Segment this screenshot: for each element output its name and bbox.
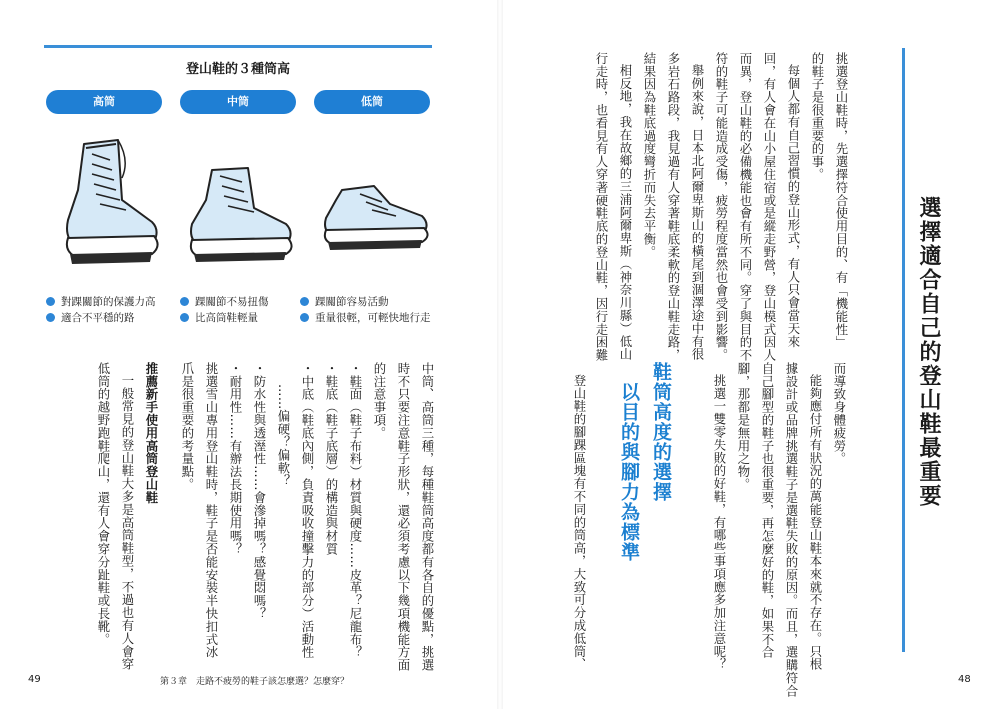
chapter-title-rule: [902, 48, 905, 652]
mid-cut-boot-illustration: [182, 160, 300, 270]
text-column: 多岩石路段，我見過有人穿著鞋底柔軟的登山鞋走路，: [666, 52, 681, 362]
text-column: 結果因為鞋底過度彎折而失去平衡。: [642, 52, 657, 259]
type-pill-high: 高筒: [46, 90, 162, 114]
subheading-column: 推薦新手使用高筒登山鞋: [144, 362, 159, 504]
text-column: 挑選雪山專用登山鞋時，鞋子是否能安裝半快扣式冰: [204, 362, 219, 659]
box-top-rule: [44, 45, 432, 48]
text-column: 回，有人會在山小屋住宿或是縱走野營，登山模式因人: [762, 52, 777, 362]
bullet-icon: [46, 297, 55, 306]
type-pill-low: 低筒: [314, 90, 430, 114]
text-column: ・防水性與透溼性……會滲掉嗎？感覺悶嗎？: [252, 362, 267, 620]
text-column: 相反地，我在故鄉的三浦阿爾卑斯（神奈川縣）低山: [618, 64, 633, 361]
text-column: ・耐用性……有辦法長期使用嗎？: [228, 362, 243, 556]
text-column: 挑選一雙零失敗的好鞋，有哪些事項應多加注意呢？: [712, 374, 727, 671]
text-column: 一般常見的登山鞋大多是高筒鞋型，不過也有人會穿: [120, 374, 135, 671]
text-column: 行走時，也看見有人穿著硬鞋底的登山鞋，因行走困難: [594, 52, 609, 362]
running-footer: 第３章 走路不疲勞的鞋子該怎麼選？怎麼穿？: [160, 677, 350, 687]
feature-high-2: 適合不平穩的路: [46, 310, 135, 326]
left-page-number: 49: [28, 674, 41, 685]
box-title: 登山鞋的３種筒高: [185, 62, 290, 77]
text-column: ・鞋底（鞋子底層）的構造與材質: [324, 362, 339, 556]
feature-mid-2: 比高筒鞋輕量: [180, 310, 258, 326]
feature-low-1: 踝關節容易活動: [300, 294, 389, 310]
bullet-icon: [46, 313, 55, 322]
text-column: 自己腳型的鞋子也很重要，再怎麼好的鞋，如果不合: [760, 362, 775, 659]
text-column: 而導致身體疲勞。: [832, 362, 847, 466]
text-column: ……偏硬？偏軟？: [276, 384, 291, 488]
right-page-number: 48: [958, 674, 971, 685]
text-column: 挑選登山鞋時，先選擇符合使用目的、有「機能性」: [834, 52, 849, 349]
text-column: 每個人都有自己習慣的登山形式，有人只會當天來: [786, 64, 801, 348]
text-column: 而異，登山鞋的必備機能也會有所不同。穿了與目的不: [738, 52, 753, 362]
bullet-icon: [180, 297, 189, 306]
low-cut-shoe-illustration: [316, 178, 436, 258]
feature-mid-1: 踝關節不易扭傷: [180, 294, 269, 310]
text-column: 據設計或品牌挑選鞋子是選鞋失敗的原因。而且，選購符合: [784, 362, 799, 698]
text-column: 能夠應付所有狀況的萬能登山鞋本來就不存在。只根: [808, 374, 823, 671]
text-column: 腳，那都是無用之物。: [736, 362, 751, 491]
text-column: 的注意事項。: [372, 362, 387, 440]
text-column: 登山鞋的腳踝區塊有不同的筒高，大致可分成低筒、: [572, 374, 587, 671]
left-bottom-text: [40, 362, 440, 672]
type-pill-mid: 中筒: [180, 90, 296, 114]
bullet-icon: [300, 313, 309, 322]
right-lower-text: [560, 362, 872, 698]
bullet-icon: [180, 313, 189, 322]
page-gutter: [497, 0, 503, 709]
text-column: ・鞋面（鞋子布料）材質與硬度……皮革？尼龍布？: [348, 362, 363, 659]
chapter-title: 選擇適合自己的登山鞋最重要: [916, 196, 941, 508]
text-column: 爪是很重要的考量點。: [180, 362, 195, 491]
text-column: 舉例來說，日本北阿爾卑斯山的橫尾到涸澤途中有很: [690, 64, 705, 361]
text-column: 中筒、高筒三種，每種鞋筒高度都有各自的優點，挑選: [420, 362, 435, 672]
text-column: 的鞋子是很重要的事。: [810, 52, 825, 181]
bullet-icon: [300, 297, 309, 306]
text-column: 符的鞋子可能造成受傷，疲勞程度當然也會受到影響。: [714, 52, 729, 362]
feature-high-1: 對踝關節的保護力高: [46, 294, 156, 310]
section-heading-line-2: 以目的與腳力為標準: [618, 382, 640, 562]
text-column: 低筒的越野跑鞋爬山，還有人會穿分趾鞋或長靴。: [96, 362, 111, 646]
text-column: ・中底（鞋底內側，負責吸收撞擊力的部分）活動性: [300, 362, 315, 659]
high-cut-boot-illustration: [56, 130, 166, 280]
section-heading-line-1: 鞋筒高度的選擇: [650, 362, 672, 502]
right-upper-text: [580, 52, 870, 362]
feature-low-2: 重量很輕，可輕快地行走: [300, 310, 431, 326]
text-column: 時不只要注意鞋子形狀，還必須考慮以下幾項機能方面: [396, 362, 411, 672]
